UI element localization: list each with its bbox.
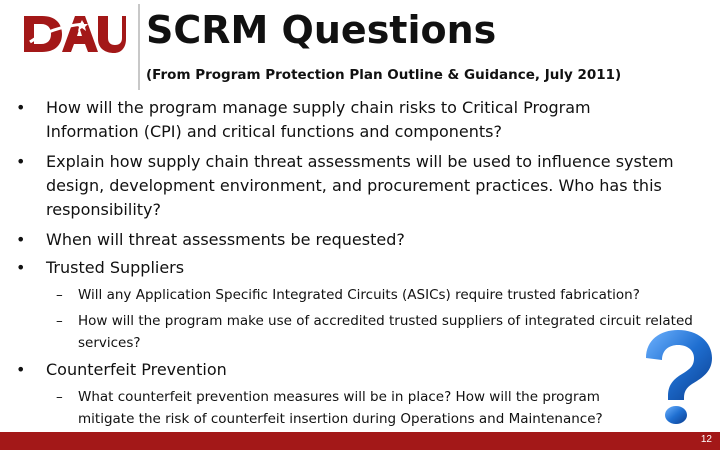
header-divider (138, 4, 140, 90)
page-title: SCRM Questions (146, 8, 497, 52)
bullet-item: • How will the program manage supply chain risks to Critical Program Information (CPI) and critical functions and components? (46, 96, 666, 144)
page-subtitle: (From Program Protection Plan Outline & Guidance, July 2011) (146, 67, 622, 83)
question-mark-icon (640, 328, 716, 424)
bullet-item: • Trusted Suppliers (46, 256, 686, 280)
page-number: 12 (700, 434, 712, 445)
sub-bullet-item: – Will any Application Specific Integrated Circuits (ASICs) require trusted fabrication? (78, 284, 698, 306)
bullet-item: • Explain how supply chain threat assessments will be used to influence system design, development environment, and procurement practices. Who has this responsibility? (46, 150, 686, 222)
bullet-item: • When will threat assessments be requested? (46, 228, 686, 252)
sub-bullet-item: – What counterfeit prevention measures will be in place? How will the program mitigate the risk of counterfeit insertion during Operations and Maintenance? (78, 386, 648, 430)
dau-logo (22, 12, 126, 56)
sub-bullet-item: – How will the program make use of accredited trusted suppliers of integrated circuit related services? (78, 310, 698, 354)
bullet-item: • Counterfeit Prevention (46, 358, 646, 382)
footer-bar (0, 432, 720, 450)
